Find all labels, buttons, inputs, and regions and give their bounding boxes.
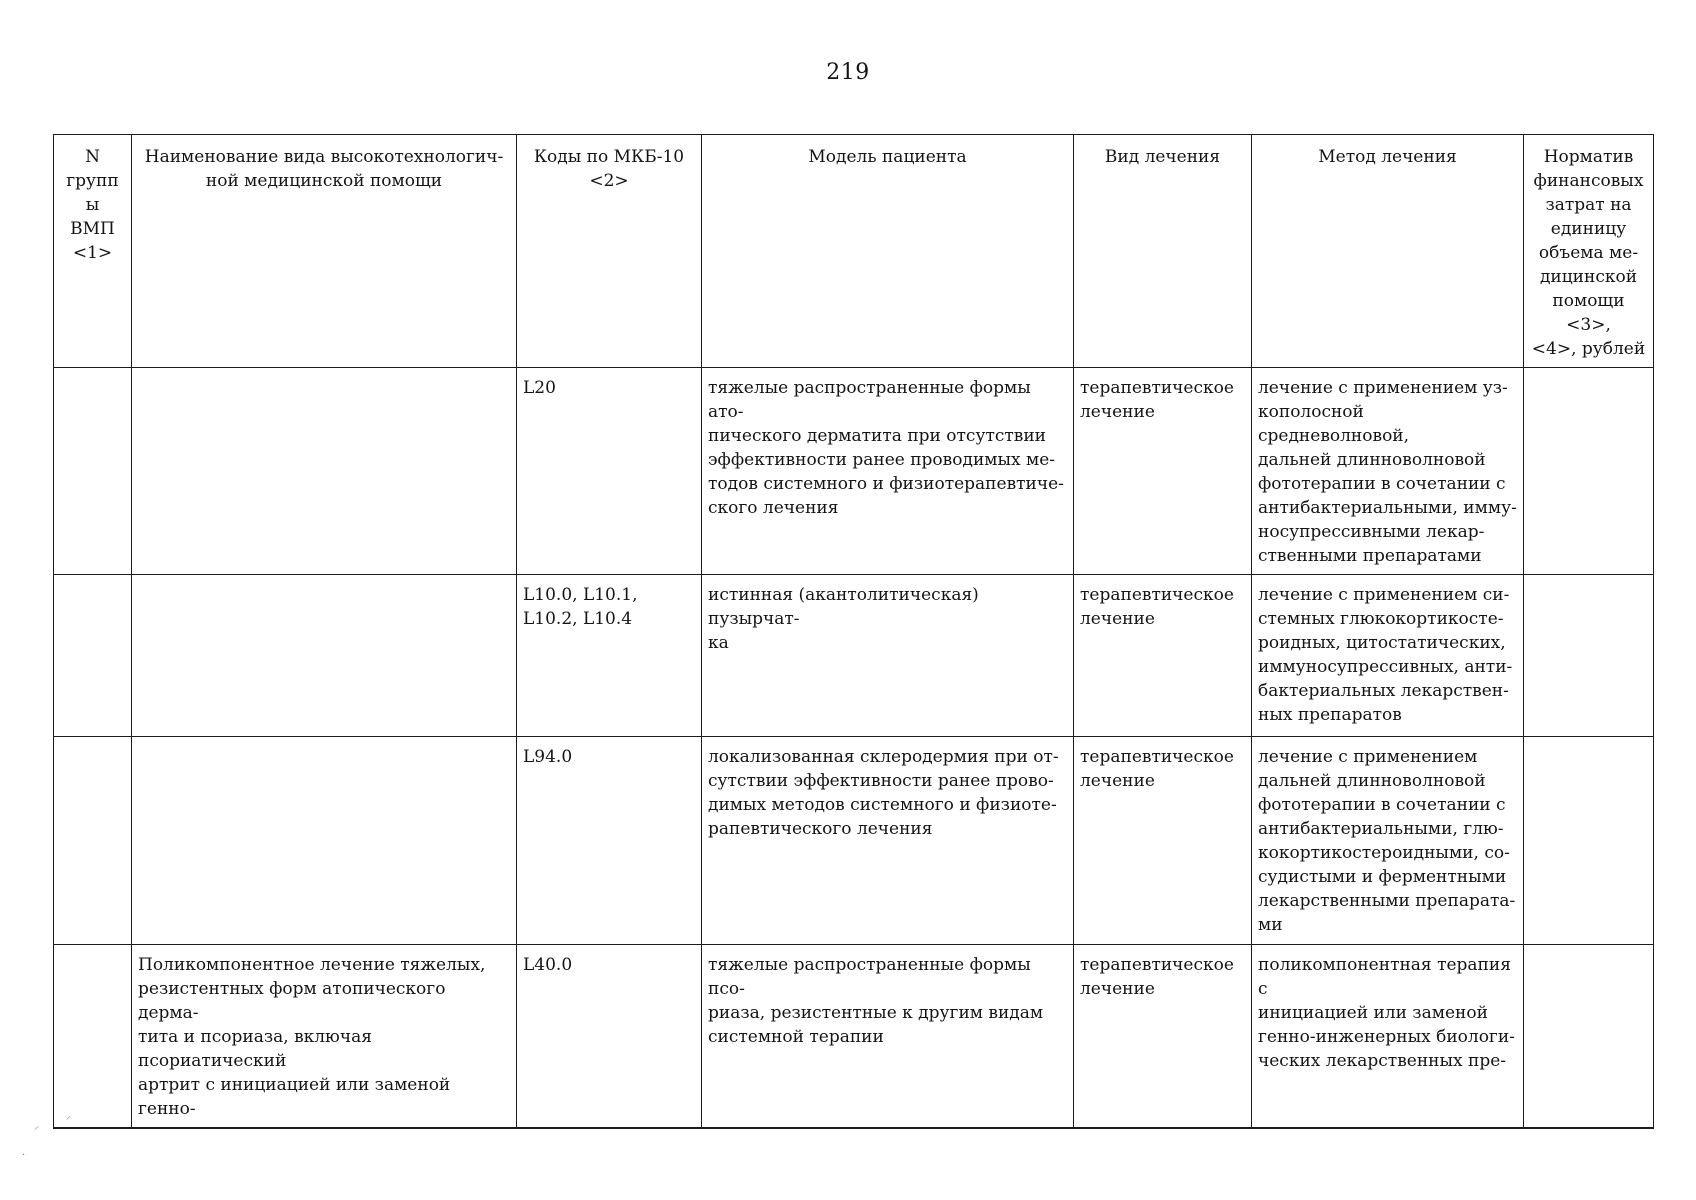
- cell-treatment-type: терапевтическое лечение: [1074, 945, 1252, 1129]
- header-treatment-type: Вид лечения: [1074, 135, 1252, 368]
- cell-norm: [1524, 945, 1654, 1129]
- cell-name: [132, 575, 517, 737]
- scan-speck: ·: [22, 1150, 26, 1161]
- cell-norm: [1524, 737, 1654, 945]
- cell-treatment-method: лечение с применением си- стемных глюкокортикосте- роидных, цитостатических, иммуносупрессивных, анти- бактериальных лекарствен- ных препаратов: [1252, 575, 1524, 737]
- header-patient-model: Модель пациента: [702, 135, 1074, 368]
- cell-group: [54, 368, 132, 575]
- cell-group: [54, 737, 132, 945]
- cell-group: [54, 575, 132, 737]
- page-number: 219: [826, 60, 870, 85]
- cell-treatment-method: поликомпонентная терапия с инициацией или заменой генно-инженерных биологи- ческих лекарственных пре-: [1252, 945, 1524, 1129]
- cell-patient-model: тяжелые распространенные формы ато- пического дерматита при отсутствии эффективности ранее проводимых ме- тодов системного и физиотерапевтиче- ского лечения: [702, 368, 1074, 575]
- scan-speck: ⸍: [66, 1115, 71, 1126]
- header-care-type-name: Наименование вида высокотехнологич- ной медицинской помощи: [132, 135, 517, 368]
- cell-patient-model: локализованная склеродермия при от- сутствии эффективности ранее прово- димых методов системного и физиоте- рапевтического лечения: [702, 737, 1074, 945]
- cell-codes: L40.0: [517, 945, 702, 1129]
- cell-treatment-type: терапевтическое лечение: [1074, 368, 1252, 575]
- cell-group: [54, 945, 132, 1129]
- header-icd10-codes: Коды по МКБ-10 <2>: [517, 135, 702, 368]
- header-cost-norm: Норматив финансовых затрат на единицу объема ме- дицинской помощи <3>, <4>, рублей: [1524, 135, 1654, 368]
- medical-care-table: [53, 134, 1654, 1129]
- cell-norm: [1524, 575, 1654, 737]
- cell-patient-model: тяжелые распространенные формы псо- риаза, резистентные к другим видам системной терапии: [702, 945, 1074, 1129]
- cell-treatment-method: лечение с применением дальней длинноволновой фототерапии в сочетании с антибактериальными, глю- кокортикостероидными, со- судистыми и ферментными лекарственными препарата- ми: [1252, 737, 1524, 945]
- cell-codes: L94.0: [517, 737, 702, 945]
- cell-norm: [1524, 368, 1654, 575]
- table-row: [54, 737, 1654, 945]
- table-header-row: [54, 135, 1654, 368]
- cell-treatment-type: терапевтическое лечение: [1074, 737, 1252, 945]
- cell-treatment-type: терапевтическое лечение: [1074, 575, 1252, 737]
- cell-name: [132, 368, 517, 575]
- header-treatment-method: Метод лечения: [1252, 135, 1524, 368]
- cell-patient-model: истинная (акантолитическая) пузырчат- ка: [702, 575, 1074, 737]
- cell-treatment-method: лечение с применением уз- кополосной средневолновой, дальней длинноволновой фототерапии в сочетании с антибактериальными, имму- носупрессивными лекар- ственными препаратами: [1252, 368, 1524, 575]
- table-row: [54, 575, 1654, 737]
- header-group-number: N группы ВМП <1>: [54, 135, 132, 368]
- cell-codes: L10.0, L10.1, L10.2, L10.4: [517, 575, 702, 737]
- table-row: [54, 945, 1654, 1129]
- cell-codes: L20: [517, 368, 702, 575]
- table-row: [54, 368, 1654, 575]
- scan-speck: ⸝: [34, 1121, 39, 1132]
- cell-name: [132, 737, 517, 945]
- cell-name: Поликомпонентное лечение тяжелых, резистентных форм атопического дерма- тита и псориаза, включая псориатический артрит с инициацией или заменой генно-: [132, 945, 517, 1129]
